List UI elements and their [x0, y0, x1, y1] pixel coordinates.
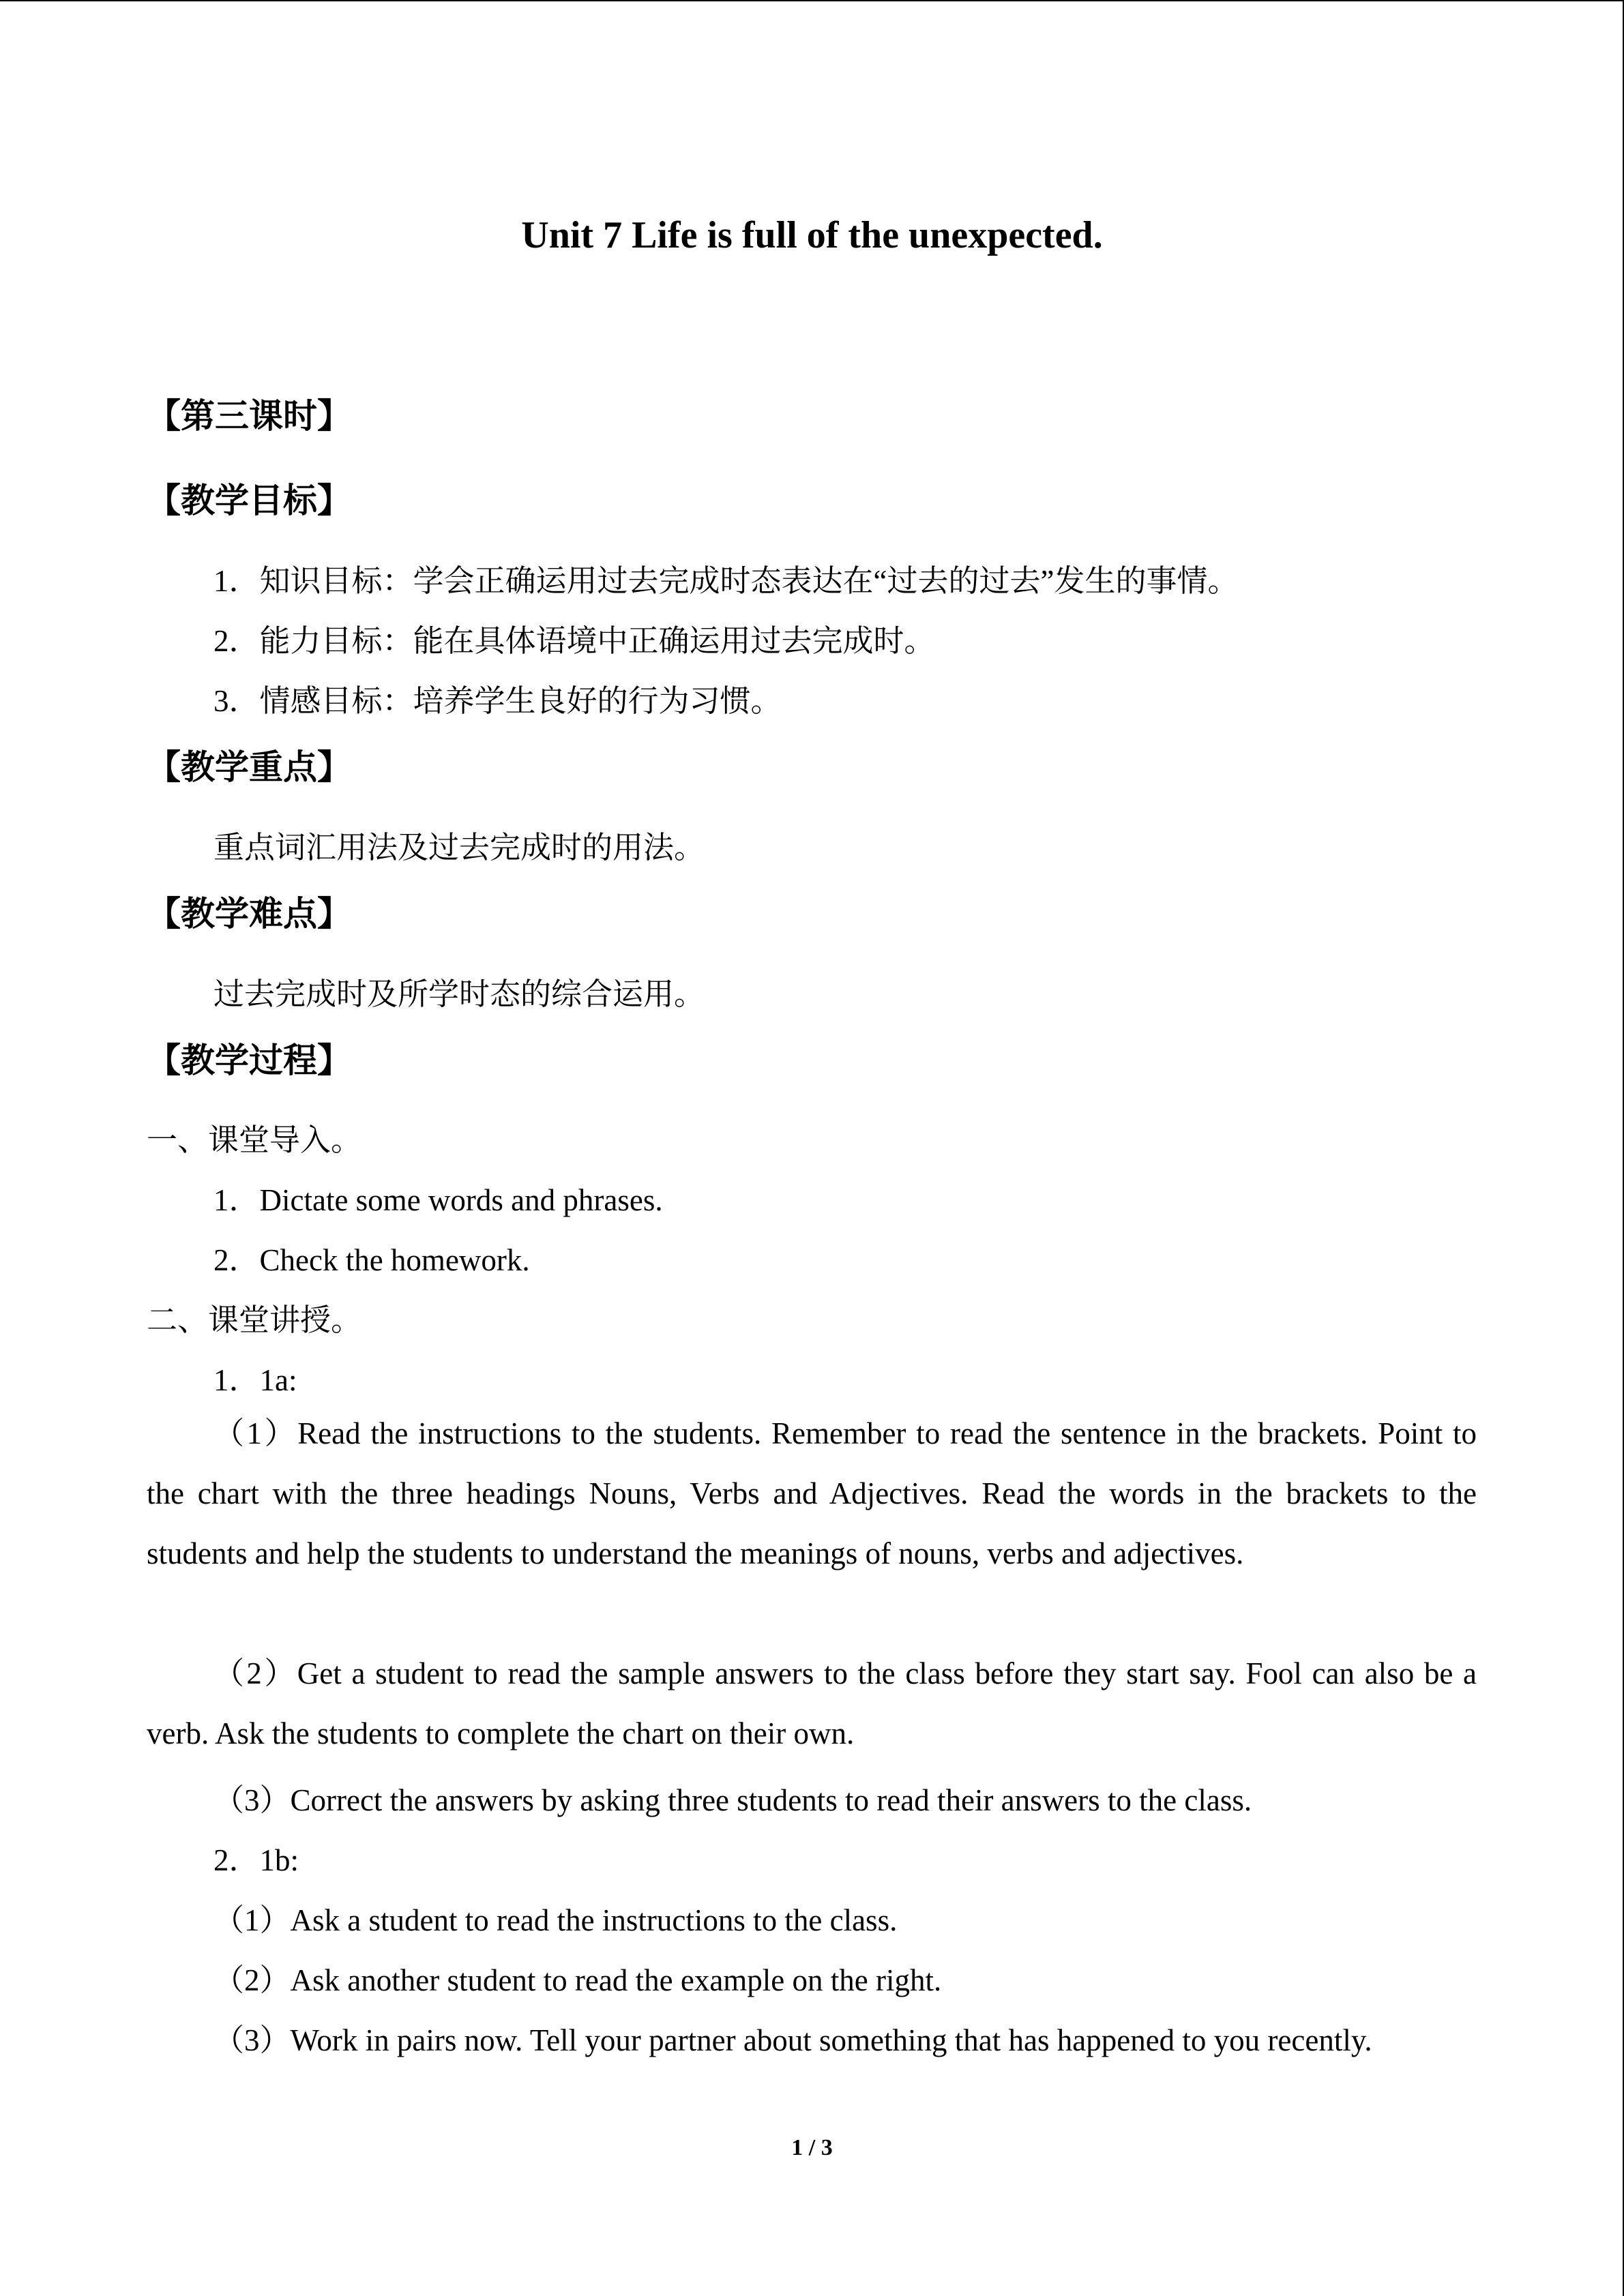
item-1a-label: 1．1a: — [213, 1363, 297, 1397]
objective-item-3: 3．情感目标：培养学生良好的行为习惯。 — [213, 684, 782, 718]
objective-item-2: 2．能力目标：能在具体语境中正确运用过去完成时。 — [213, 624, 935, 658]
item-1b-step-3: （3）Work in pairs now. Tell your partner about something that has happened to you recently. — [213, 2023, 1372, 2057]
item-1b-label: 2．1b: — [213, 1843, 299, 1877]
process-heading: 【教学过程】 — [147, 1041, 351, 1080]
objectives-heading: 【教学目标】 — [147, 481, 351, 520]
objective-item-1: 1．知识目标：学会正确运用过去完成时态表达在“过去的过去”发生的事情。 — [213, 564, 1239, 598]
item-1b-step-1: （1）Ask a student to read the instructions to the class. — [213, 1903, 898, 1937]
section-1-title: 一、课堂导入。 — [147, 1123, 362, 1157]
lesson-heading: 【第三课时】 — [147, 396, 351, 436]
key-points-heading: 【教学重点】 — [147, 747, 351, 787]
section-1-item-1: 1．Dictate some words and phrases. — [213, 1183, 663, 1217]
difficulties-text: 过去完成时及所学时态的综合运用。 — [213, 977, 705, 1011]
item-1a-step-3: （3）Correct the answers by asking three students to read their answers to the class. — [213, 1783, 1252, 1817]
key-points-text: 重点词汇用法及过去完成时的用法。 — [213, 831, 705, 865]
section-1-item-2: 2．Check the homework. — [213, 1243, 530, 1277]
item-1a-step-1: （1）Read the instructions to the students. Remember to read the sentence in the brackets. Point to the chart with the three headings Nouns, Verbs and Adjectives. Read the words in the brackets to the students and help the students to understand the meanings of nouns, verbs and adjectives. — [147, 1416, 1477, 1570]
item-1b-step-2: （2）Ask another student to read the example on the right. — [213, 1963, 942, 1997]
top-border-line — [0, 0, 1624, 1]
difficulties-heading: 【教学难点】 — [147, 894, 351, 934]
item-1a-step-2: （2）Get a student to read the sample answers to the class before they start say. Fool can also be a verb. Ask the students to complete the chart on their own. — [147, 1656, 1477, 1750]
document-title: Unit 7 Life is full of the unexpected. — [521, 214, 1103, 256]
page-number: 1 / 3 — [791, 2135, 833, 2160]
section-2-title: 二、课堂讲授。 — [147, 1303, 362, 1337]
